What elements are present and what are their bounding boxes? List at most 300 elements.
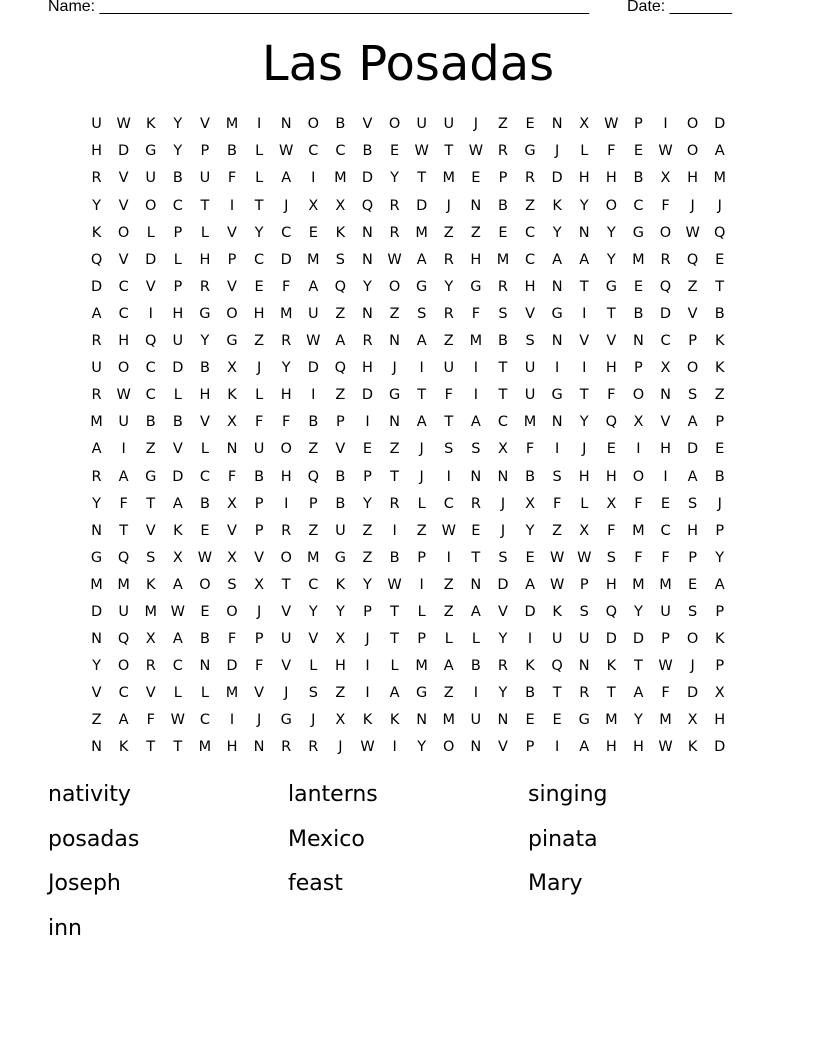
grid-cell: H [524,278,536,295]
grid-cell: U [524,387,536,404]
grid-cell: P [254,631,264,648]
grid-cell: L [173,387,182,404]
grid-cell: T [173,739,183,756]
word-list-item: Joseph [48,871,121,896]
grid-cell: N [91,522,102,539]
grid-cell: N [551,278,563,295]
word-list-item: posadas [48,826,140,852]
grid-cell: V [227,278,237,295]
grid-cell: G [551,305,563,322]
grid-cell: P [227,251,237,268]
grid-cell: Z [389,441,400,458]
grid-cell: A [687,468,698,485]
grid-cell: J [365,631,370,648]
grid-cell: U [524,360,536,377]
grid-cell: R [443,305,454,322]
grid-cell: W [387,576,402,593]
grid-cell: V [199,414,210,431]
grid-cell: C [118,278,129,295]
grid-cell: U [145,170,157,187]
grid-cell: N [470,739,482,756]
grid-cell: I [663,116,668,133]
grid-cell: D [497,576,509,593]
grid-cell: R [497,278,508,295]
grid-cell: B [525,685,536,702]
grid-cell: K [714,631,725,648]
grid-cell: D [145,251,157,268]
grid-cell: M [90,414,103,431]
grid-cell: A [579,739,590,756]
grid-cell: G [145,143,157,160]
grid-cell: S [579,603,589,620]
grid-cell: O [659,224,672,241]
grid-cell: P [579,576,589,593]
grid-cell: W [658,739,673,756]
grid-cell: T [498,360,508,377]
grid-cell: L [580,495,589,512]
grid-cell: E [498,224,508,241]
grid-cell: T [146,739,156,756]
grid-cell: A [335,333,346,350]
grid-cell: N [362,305,373,322]
grid-cell: N [199,658,211,675]
grid-cell: I [473,387,478,404]
grid-cell: R [389,224,400,241]
name-field-label: Name: _______________________________________________________ [48,0,589,15]
grid-cell: P [525,739,535,756]
grid-cell: E [200,522,210,539]
grid-cell: Y [579,197,589,214]
grid-cell: I [256,116,262,133]
grid-cell: I [392,739,397,756]
grid-cell: Y [363,576,372,593]
grid-cell: W [116,116,131,133]
grid-cell: J [582,441,587,458]
grid-cell: F [146,712,155,729]
grid-cell: F [227,468,237,485]
header [48,0,748,20]
grid-cell: D [687,685,699,702]
grid-cell: H [118,333,130,350]
grid-cell: V [308,631,319,648]
grid-cell: B [308,414,319,431]
grid-cell: F [661,197,670,214]
word-list-item: lanterns [288,782,378,807]
grid-cell: W [658,143,673,160]
grid-cell: G [416,278,428,295]
grid-cell: Z [362,522,373,539]
grid-cell: F [552,495,562,512]
grid-cell: H [578,170,590,187]
grid-cell: G [280,712,292,729]
grid-cell: B [199,360,210,377]
grid-cell: W [577,549,592,566]
grid-cell: T [606,685,616,702]
word-list-item: pinata [528,826,598,852]
grid-cell: N [91,631,102,648]
grid-cell: D [226,658,238,675]
grid-cell: D [687,441,699,458]
grid-cell: K [714,333,725,350]
grid-cell: H [605,170,617,187]
grid-cell: S [308,685,318,702]
grid-cell: W [468,143,484,160]
grid-cell: J [473,116,478,133]
grid-cell: C [254,251,265,268]
grid-cell: Q [361,197,374,214]
grid-cell: C [281,224,292,241]
grid-cell: D [632,631,644,648]
grid-cell: M [117,576,130,593]
grid-cell: T [390,468,399,485]
grid-cell: N [416,712,428,729]
grid-cell: R [497,658,508,675]
grid-cell: E [525,712,535,729]
grid-cell: U [416,116,427,133]
grid-cell: H [199,251,211,268]
grid-cell: S [444,441,454,458]
grid-cell: D [659,305,672,322]
grid-cell: D [714,116,726,133]
grid-cell: J [256,360,262,377]
grid-cell: O [686,360,699,377]
grid-cell: F [227,631,237,648]
grid-cell: C [308,576,319,593]
grid-cell: K [714,360,725,377]
grid-cell: E [254,278,264,295]
grid-cell: X [227,549,237,566]
grid-cell: B [633,170,644,187]
grid-cell: Y [606,251,616,268]
grid-cell: C [660,522,671,539]
grid-cell: J [256,712,262,729]
grid-cell: D [172,360,184,377]
grid-cell: N [226,441,238,458]
grid-cell: C [335,143,346,160]
grid-cell: X [335,631,346,648]
grid-cell: J [690,658,695,675]
grid-cell: B [497,333,508,350]
grid-cell: C [308,143,319,160]
grid-cell: Y [579,414,589,431]
grid-cell: Z [308,522,319,539]
grid-cell: T [254,197,264,214]
grid-cell: H [605,468,617,485]
grid-cell: O [117,658,130,675]
grid-cell: P [715,414,725,431]
grid-cell: L [390,658,399,675]
grid-cell: C [443,495,454,512]
grid-cell: P [200,143,210,160]
grid-cell: B [172,170,183,187]
grid-cell: D [90,278,103,295]
grid-cell: T [390,603,399,620]
word-list-item: Mexico [288,826,365,852]
grid-cell: U [551,631,563,648]
grid-cell: W [604,116,619,133]
grid-cell: X [633,414,644,431]
grid-cell: V [335,441,346,458]
grid-cell: Z [470,224,481,241]
grid-cell: X [660,170,671,187]
grid-cell: H [280,387,292,404]
grid-cell: K [145,116,156,133]
grid-cell: J [284,685,289,702]
grid-cell: X [714,685,725,702]
grid-cell: K [227,387,237,404]
grid-cell: F [471,305,481,322]
grid-cell: I [555,360,560,377]
grid-cell: J [392,360,397,377]
grid-cell: D [280,251,292,268]
grid-cell: C [524,224,536,241]
grid-cell: K [362,712,373,729]
grid-cell: J [500,522,506,539]
grid-cell: B [362,143,373,160]
grid-cell: Z [443,576,454,593]
grid-cell: Q [551,658,563,675]
grid-cell: A [281,170,292,187]
grid-cell: C [524,251,536,268]
grid-cell: T [417,170,427,187]
grid-cell: I [582,360,587,377]
grid-cell: N [551,414,563,431]
grid-cell: Y [498,685,508,702]
grid-cell: N [497,468,509,485]
grid-cell: I [663,468,668,485]
grid-cell: U [253,441,265,458]
grid-cell: N [389,333,400,350]
grid-cell: A [633,685,644,702]
grid-cell: J [419,468,424,485]
grid-cell: V [497,739,508,756]
grid-cell: Z [145,441,156,458]
grid-cell: A [579,251,590,268]
grid-cell: V [362,116,373,133]
grid-cell: R [389,495,400,512]
grid-cell: L [444,631,453,648]
grid-cell: Y [92,658,101,675]
grid-cell: F [661,685,670,702]
grid-cell: J [284,197,289,214]
grid-cell: N [91,739,102,756]
grid-cell: U [118,603,129,620]
grid-cell: B [525,468,536,485]
grid-cell: Z [497,116,508,133]
grid-cell: G [388,387,401,404]
grid-cell: B [497,197,508,214]
grid-cell: G [199,305,211,322]
grid-cell: B [199,495,210,512]
grid-cell: W [549,576,565,593]
grid-cell: H [687,522,699,539]
grid-cell: U [91,116,102,133]
grid-cell: I [392,522,397,539]
grid-cell: D [605,631,617,648]
grid-cell: H [578,468,590,485]
grid-cell: C [118,305,129,322]
grid-cell: B [470,658,481,675]
grid-cell: C [145,387,156,404]
grid-cell: C [145,360,156,377]
grid-cell: V [91,685,102,702]
grid-cell: N [578,658,590,675]
grid-cell: Y [390,170,399,187]
grid-cell: D [361,170,374,187]
grid-cell: I [419,576,424,593]
grid-cell: Z [254,333,265,350]
grid-cell: H [199,387,211,404]
grid-cell: M [442,170,456,187]
grid-cell: B [389,549,400,566]
grid-cell: E [715,251,725,268]
grid-cell: W [360,739,375,756]
grid-cell: Q [659,278,672,295]
grid-cell: R [91,170,102,187]
grid-cell: W [685,224,700,241]
grid-cell: K [552,197,562,214]
grid-cell: B [335,468,346,485]
grid-cell: F [634,495,643,512]
word-list-item: Mary [528,871,583,896]
grid-cell: P [634,116,643,133]
grid-cell: B [633,305,644,322]
grid-cell: I [365,685,370,702]
grid-cell: G [578,712,590,729]
grid-cell: G [470,278,482,295]
grid-cell: F [525,441,535,458]
grid-cell: O [117,224,130,241]
grid-cell: O [145,197,157,214]
grid-cell: A [470,603,481,620]
grid-cell: Q [90,251,103,268]
grid-cell: S [471,441,481,458]
grid-cell: A [91,305,102,322]
grid-cell: R [281,522,292,539]
grid-cell: J [500,495,506,512]
grid-cell: H [172,305,184,322]
grid-cell: E [471,170,481,187]
grid-cell: L [200,685,209,702]
grid-cell: H [91,143,102,160]
grid-cell: D [172,468,184,485]
grid-cell: D [416,197,428,214]
grid-cell: Y [335,603,345,620]
grid-cell: P [715,603,725,620]
grid-cell: U [335,522,346,539]
grid-cell: I [473,685,478,702]
grid-cell: B [335,116,346,133]
grid-cell: F [282,278,291,295]
grid-cell: I [419,360,424,377]
grid-cell: S [335,251,345,268]
grid-cell: Z [308,441,319,458]
grid-cell: L [417,495,426,512]
grid-cell: J [256,603,262,620]
grid-cell: L [173,251,182,268]
grid-cell: R [660,251,671,268]
grid-cell: V [118,170,129,187]
grid-cell: G [551,387,563,404]
grid-cell: Q [117,631,130,648]
grid-cell: S [525,333,535,350]
grid-cell: V [145,278,156,295]
grid-cell: N [389,414,400,431]
grid-cell: K [525,658,535,675]
grid-cell: Q [605,414,618,431]
grid-cell: M [659,712,672,729]
grid-cell: O [632,387,645,404]
grid-cell: O [199,576,211,593]
grid-cell: Q [145,333,157,350]
grid-cell: T [417,387,427,404]
grid-cell: N [551,116,563,133]
grid-cell: E [389,143,400,160]
grid-cell: Y [606,224,616,241]
grid-cell: D [361,387,374,404]
grid-cell: O [280,549,292,566]
grid-cell: S [146,549,156,566]
grid-cell: Y [173,143,183,160]
grid-cell: M [225,685,239,702]
grid-cell: R [443,251,454,268]
grid-cell: W [116,387,131,404]
word-list-item: singing [528,782,608,807]
grid-cell: L [417,603,426,620]
grid-cell: L [146,224,155,241]
grid-cell: K [687,739,698,756]
grid-cell: I [229,712,235,729]
grid-cell: L [200,224,209,241]
grid-cell: A [416,414,427,431]
grid-cell: T [498,387,508,404]
grid-cell: A [525,576,535,593]
grid-cell: A [172,495,183,512]
grid-cell: X [579,116,590,133]
grid-cell: Q [713,224,726,241]
grid-cell: L [255,170,264,187]
grid-cell: X [335,712,346,729]
grid-cell: V [660,414,671,431]
grid-cell: K [335,224,346,241]
grid-cell: R [91,468,102,485]
grid-cell: V [525,305,535,322]
grid-cell: T [579,278,589,295]
grid-cell: K [173,522,183,539]
grid-cell: Z [389,305,400,322]
grid-cell: M [632,251,645,268]
grid-cell: M [225,116,239,133]
grid-cell: V [254,685,265,702]
grid-cell: P [363,603,372,620]
grid-cell: H [632,739,644,756]
grid-cell: P [417,549,427,566]
grid-cell: Y [363,495,372,512]
grid-cell: K [91,224,102,241]
grid-cell: P [661,631,670,648]
grid-cell: X [227,495,237,512]
grid-cell: V [145,522,156,539]
grid-cell: M [659,576,672,593]
grid-cell: G [416,685,428,702]
grid-cell: E [362,441,373,458]
grid-cell: Z [443,333,454,350]
grid-cell: Z [443,224,454,241]
grid-cell: V [281,658,292,675]
grid-cell: F [444,387,453,404]
grid-cell: Y [417,739,427,756]
grid-cell: D [118,143,130,160]
